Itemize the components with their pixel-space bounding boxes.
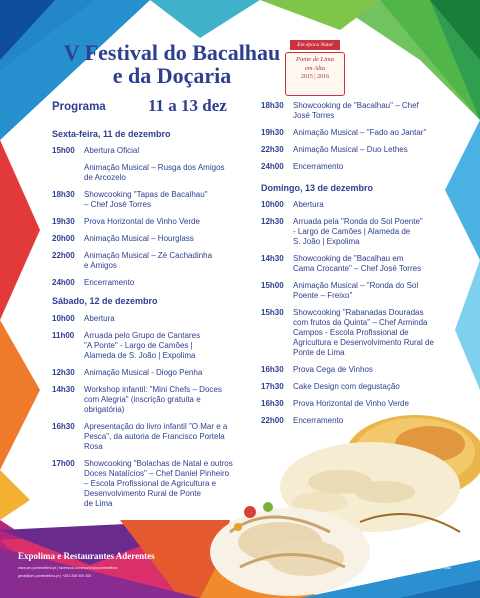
item-time: 16h30 [261,399,284,408]
schedule-item [52,314,279,324]
description-line: - Largo de Camões | Alameda de [293,227,411,236]
schedule-item [261,382,480,392]
item-time [52,163,84,183]
day-heading: Sexta-feira, 11 de dezembro [52,129,171,139]
item-time: 14h30 [52,385,75,394]
description-line: Abertura Oficial [84,146,140,155]
item-description [84,163,274,183]
description-line: Rosa [84,442,103,451]
schedule-item [261,101,480,121]
logo-line-2: em Alta [305,64,325,72]
item-time: 16h30 [52,422,75,431]
schedule-item [261,128,480,138]
title-line-2: e da Doçaria [112,63,232,88]
item-description [293,281,480,301]
item-time: 18h30 [52,190,75,199]
item-time: 12h30 [52,368,75,377]
description-line: Animação Musical – Hourglass [84,234,194,243]
description-line: e Amigos [84,261,117,270]
description-line: Poente – Freixo" [293,291,353,300]
footer-title: Expolima e Restaurantes Aderentes [18,551,155,561]
logo-top-text: Em época Natal [290,40,340,50]
description-line: José Torres [293,111,335,120]
description-line: com Alegria" (inscrição gratuita e [84,395,201,404]
description-line: obrigatória) [84,405,125,414]
description-line: Showcooking "Tapas de Bacalhau" [84,190,208,199]
schedule-item [261,308,480,358]
footer-contact-email: geral@cm-pontedelima.pt | +351 258 900 400 [18,574,92,578]
description-line: Animação Musical – Zé Cachadinha [84,251,213,260]
schedule-item [52,146,274,156]
schedule-item [52,190,274,210]
schedule-item [52,368,279,378]
item-time: 17h30 [261,382,284,391]
description-line: Ponte de Lima [293,348,345,357]
item-time: 14h30 [261,254,284,263]
description-line: – Escola Profissional de Agricultura e [84,479,217,488]
description-line: Abertura [293,200,324,209]
item-time: 15h00 [261,281,284,290]
item-description [293,200,480,210]
item-description [293,382,480,392]
description-line: Doces Natalícios" – Chef Daniel Pinheiro [84,469,230,478]
schedule-item [261,281,480,301]
description-line: Encerramento [293,162,344,171]
item-description [84,146,274,156]
description-line: Showcooking de "Bacalhau em [293,254,404,263]
item-time: 16h30 [261,365,284,374]
description-line: Animação Musical – Rusga dos Amigos [84,163,225,172]
item-description [84,385,279,415]
item-time: 22h00 [261,416,284,425]
item-description [84,278,274,288]
item-time: 24h00 [261,162,284,171]
program-label: Programa [52,101,106,113]
item-description [84,190,274,210]
schedule-item [52,422,279,452]
ponte-de-lima-em-alta-logo [282,40,348,98]
title-line-1: V Festival do Bacalhau [63,40,281,65]
item-description [84,368,279,378]
description-line: Arruada pelo Grupo de Cantares [84,331,201,340]
item-description [293,399,480,409]
description-line: Showcooking "Rabanadas Douradas [293,308,424,317]
description-line: Workshop infantil: "Mini Chefs – Doces [84,385,222,394]
schedule-item [261,399,480,409]
logo-box [285,52,345,96]
item-time: 19h30 [52,217,75,226]
item-description [293,128,480,138]
item-description [293,254,480,274]
schedule-item [261,145,480,155]
item-time: 22h30 [261,145,284,154]
schedule-item [261,217,480,247]
schedule-item [52,331,279,361]
item-time: 20h00 [52,234,75,243]
description-line: Cama Crocante" – Chef José Torres [293,264,422,273]
description-line: Prova Horizontal de Vinho Verde [84,217,200,226]
item-time: 17h00 [52,459,75,468]
item-description [84,251,274,271]
item-time: 15h30 [261,308,284,317]
schedule-item [261,416,480,426]
item-time: 22h00 [52,251,75,260]
item-time: 18h30 [261,101,284,110]
schedule-item [261,200,480,210]
description-line: Showcooking "Bolachas de Natal e outros [84,459,233,468]
description-line: de Lima [84,499,113,508]
description-line: Prova Horizontal de Vinho Verde [293,399,409,408]
description-line: – Chef José Torres [84,200,151,209]
description-line: Animação Musical – "Fado ao Jantar" [293,128,427,137]
description-line: Showcooking de "Bacalhau" – Chef [293,101,419,110]
schedule-item [52,459,279,509]
description-line: Pesca", da autoria de Francisco Portela [84,432,225,441]
item-description [293,101,480,121]
description-line: Animação Musical - Diogo Penha [84,368,203,377]
description-line: Apresentação do livro infantil "O Mar e a [84,422,228,431]
schedule-item [261,365,480,375]
item-description [84,331,279,361]
description-line: Campos - Escola Profissional de [293,328,409,337]
item-description [293,416,480,426]
item-time: 10h00 [52,314,75,323]
logo-years: 2015 | 2016 [300,74,330,80]
item-description [84,234,274,244]
description-line: Animação Musical – Duo Lethes [293,145,408,154]
description-line: Cake Design com degustação [293,382,400,391]
item-time: 19h30 [261,128,284,137]
schedule-item [261,162,480,172]
description-line: Prova Cega de Vinhos [293,365,373,374]
item-description [84,314,279,324]
description-line: de Arcozelo [84,173,126,182]
item-description [84,217,274,227]
logo-line-1: Ponte de Lima [296,56,334,63]
description-line: Animação Musical – "Ronda do Sol [293,281,419,290]
item-time: 15h00 [52,146,75,155]
day-heading: Domingo, 13 de dezembro [261,183,374,193]
description-line: com frutos da Quinta" – Chef Arminda [293,318,428,327]
municipio-logo-text: Município Ponte de Lima [372,566,411,570]
item-time: 12h30 [261,217,284,226]
item-description [293,365,480,375]
description-line: "A Ponte" - Largo de Camões | [84,341,193,350]
festival-title [62,41,282,87]
description-line: Alameda de S. João | Expolima [84,351,196,360]
description-line: Agricultura e Desenvolvimento Rural de [293,338,434,347]
description-line: Desenvolvimento Rural de Ponte [84,489,201,498]
day-heading: Sábado, 12 de dezembro [52,296,158,306]
schedule-item [52,217,274,227]
item-description [84,422,279,452]
item-time: 11h00 [52,331,75,340]
festival-dates: 11 a 13 dez [148,96,227,115]
schedule-item [52,163,274,183]
item-time: 10h00 [261,200,284,209]
schedule-item [261,254,480,274]
item-description [293,162,480,172]
footer-contact-web: www.cm-pontedelima.pt | facebook.com/municipiopontedelima [18,566,118,570]
schedule-item [52,385,279,415]
item-time: 24h00 [52,278,75,287]
item-description [84,459,279,509]
ponte-de-lima-logo-text: Ponte de Lima [428,566,451,570]
item-description [293,308,480,358]
description-line: S. João | Expolima [293,237,360,246]
description-line: Abertura [84,314,115,323]
description-line: Arruada pela "Ronda do Sol Poente" [293,217,423,226]
schedule-item [52,251,274,271]
item-description [293,145,480,155]
schedule-item [52,278,274,288]
schedule-item [52,234,274,244]
item-description [293,217,480,247]
description-line: Encerramento [293,416,344,425]
description-line: Encerramento [84,278,135,287]
